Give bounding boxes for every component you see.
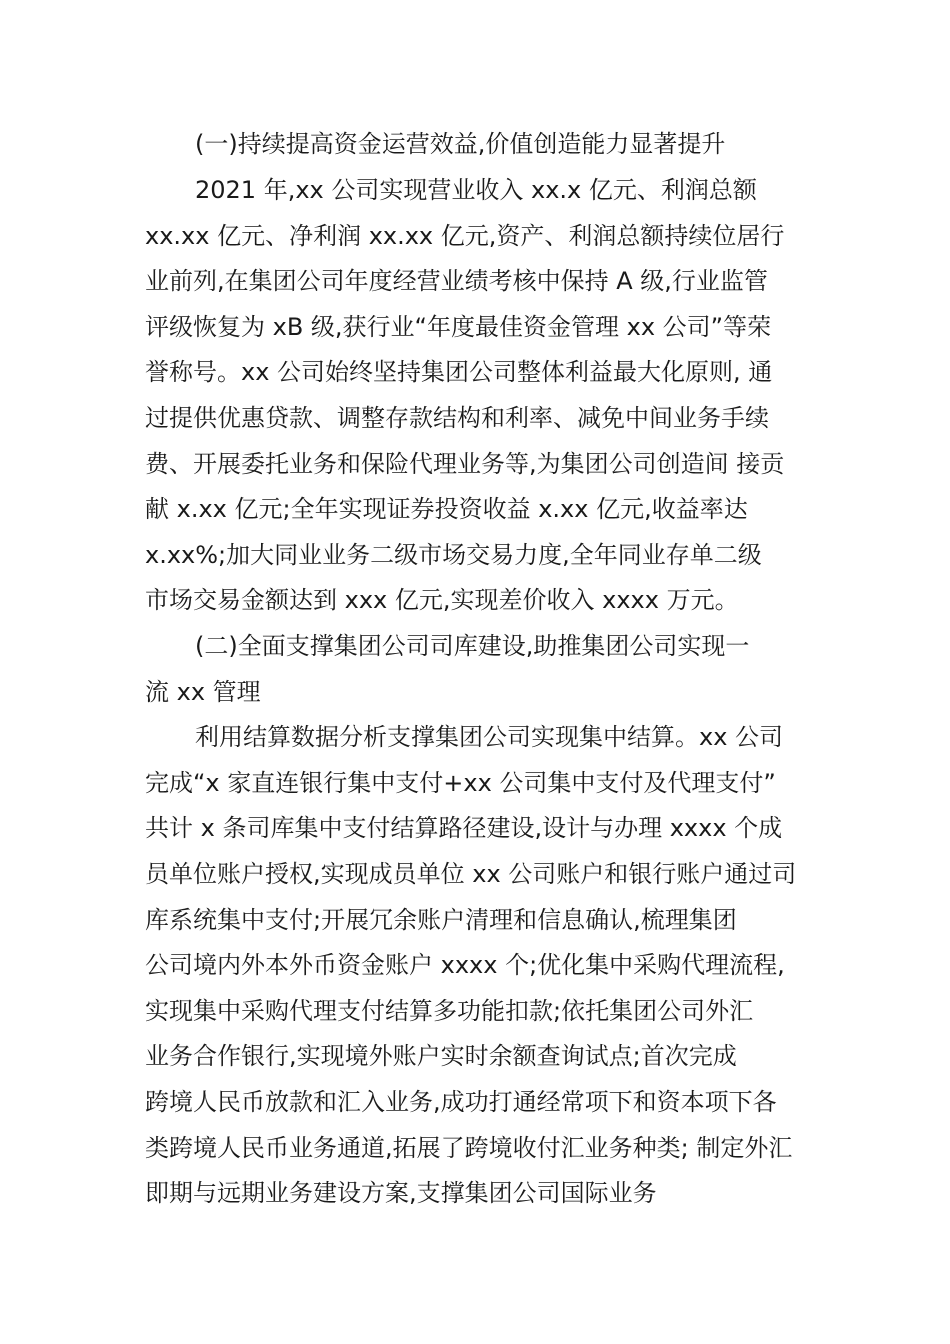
- paragraph-line: 利用结算数据分析支撑集团公司实现集中结算。xx 公司: [195, 723, 784, 751]
- paragraph-line: 费、开展委托业务和保险代理业务等,为集团公司创造间 接贡: [145, 450, 785, 478]
- paragraph-line: 业务合作银行,实现境外账户实时余额查询试点;首次完成: [145, 1042, 737, 1070]
- paragraph-line: 类跨境人民币业务通道,拓展了跨境收付汇业务种类; 制定外汇: [145, 1134, 793, 1162]
- paragraph-line: 共计 x 条司库集中支付结算路径建设,设计与办理 xxxx 个成: [145, 814, 783, 842]
- paragraph-line: x.xx%;加大同业业务二级市场交易力度,全年同业存单二级: [145, 541, 762, 569]
- paragraph-line: 誉称号。xx 公司始终坚持集团公司整体利益最大化原则, 通: [145, 358, 773, 386]
- paragraph-line: 完成“x 家直连银行集中支付+xx 公司集中支付及代理支付”: [145, 769, 776, 797]
- paragraph-line: 跨境人民币放款和汇入业务,成功打通经常项下和资本项下各: [145, 1088, 777, 1116]
- paragraph-line: 实现集中采购代理支付结算多功能扣款;依托集团公司外汇: [145, 997, 754, 1025]
- section-heading-1: (一)持续提高资金运营效益,价值创造能力显著提升: [195, 130, 726, 158]
- paragraph-line: 献 x.xx 亿元;全年实现证券投资收益 x.xx 亿元,收益率达: [145, 495, 748, 523]
- paragraph-line: 业前列,在集团公司年度经营业绩考核中保持 A 级,行业监管: [145, 267, 768, 295]
- paragraph-line: 过提供优惠贷款、调整存款结构和利率、减免中间业务手续: [145, 404, 769, 432]
- paragraph-line: 公司境内外本外币资金账户 xxxx 个;优化集中采购代理流程,: [145, 951, 785, 979]
- paragraph-line: 评级恢复为 xB 级,获行业“年度最佳资金管理 xx 公司”等荣: [145, 313, 772, 341]
- paragraph-line: 即期与远期业务建设方案,支撑集团公司国际业务: [145, 1179, 657, 1207]
- paragraph-line: 市场交易金额达到 xxx 亿元,实现差价收入 xxxx 万元。: [145, 586, 739, 614]
- paragraph-line: 员单位账户授权,实现成员单位 xx 公司账户和银行账户通过司: [145, 860, 797, 888]
- paragraph-line: 2021 年,xx 公司实现营业收入 xx.x 亿元、利润总额: [195, 176, 757, 204]
- section-heading-2-cont: 流 xx 管理: [145, 678, 261, 706]
- paragraph-line: xx.xx 亿元、净利润 xx.xx 亿元,资产、利润总额持续位居行: [145, 222, 785, 250]
- section-heading-2: (二)全面支撑集团公司司库建设,助推集团公司实现一: [195, 632, 750, 660]
- paragraph-line: 库系统集中支付;开展冗余账户清理和信息确认,梳理集团: [145, 906, 737, 934]
